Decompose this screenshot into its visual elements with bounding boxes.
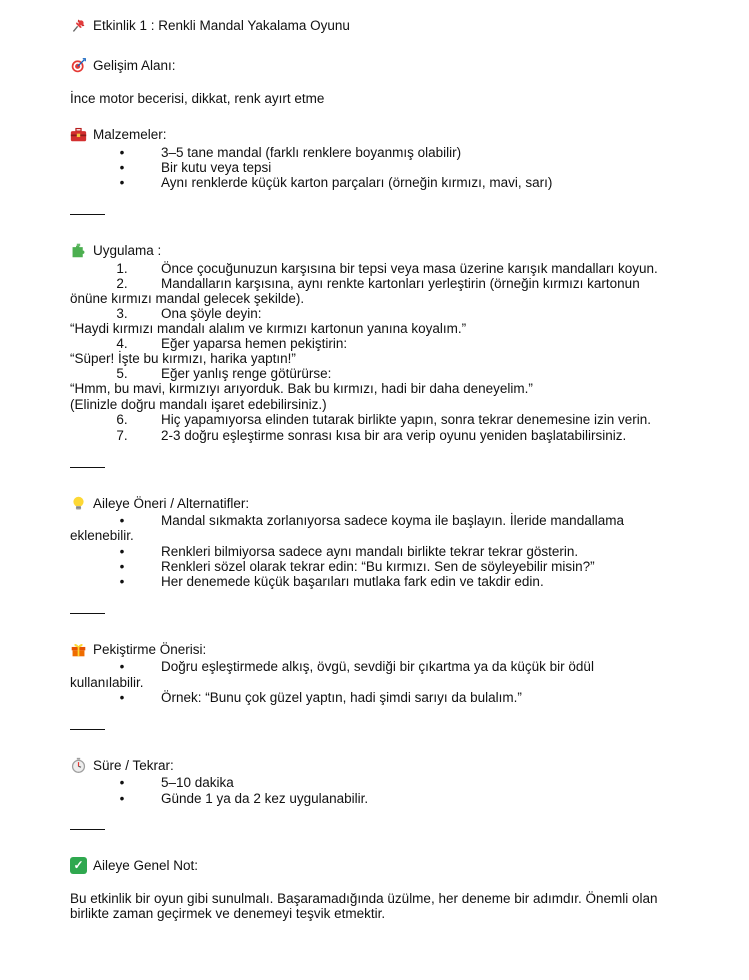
- genel-text: Bu etkinlik bir oyun gibi sunulmalı. Başaramadığında üzülme, her deneme bir adımdır. Önemli olan: [70, 891, 658, 906]
- malzeme-item: Aynı renklerde küçük karton parçaları (örneğin kırmızı, mavi, sarı): [161, 175, 553, 190]
- title-text: Etkinlik 1 : Renkli Mandal Yakalama Oyunu: [93, 18, 350, 33]
- bullet: •: [119, 775, 125, 790]
- step-text: Mandalların karşısına, aynı renkte kartonları yerleştirin (örneğin kırmızı kartonun: [161, 276, 640, 291]
- pekistirme-item-continued: kullanılabilir.: [70, 675, 144, 690]
- check-mark-icon: ✓: [70, 857, 87, 874]
- bullet: •: [119, 175, 125, 190]
- step-number: 7.: [116, 428, 128, 443]
- sure-item: 5–10 dakika: [161, 775, 234, 790]
- step-text: Eğer yaparsa hemen pekiştirin:: [161, 336, 348, 351]
- section-divider: [70, 613, 105, 614]
- genel-text-continued: birlikte zaman geçirmek ve denemeyi teşvik etmektir.: [70, 906, 386, 921]
- sure-item: Günde 1 ya da 2 kez uygulanabilir.: [161, 791, 369, 806]
- bullet: •: [119, 513, 125, 528]
- oneri-item: Renkleri bilmiyorsa sadece aynı mandalı birlikte tekrar tekrar gösterin.: [161, 544, 579, 559]
- gelisim-heading: [70, 57, 176, 74]
- step-text: Hiç yapamıyorsa elinden tutarak birlikte yapın, sonra tekrar denemesine izin verin.: [161, 412, 651, 427]
- malzeme-item: 3–5 tane mandal (farklı renklere boyanmış olabilir): [161, 145, 462, 160]
- puzzle-icon: [70, 242, 87, 259]
- gelisim-heading-text: Gelişim Alanı:: [93, 58, 176, 73]
- sure-heading: [70, 757, 174, 774]
- step-number: 3.: [116, 306, 128, 321]
- oneri-item: Mandal sıkmakta zorlanıyorsa sadece koyma ile başlayın. İleride mandallama: [161, 513, 624, 528]
- bullet: •: [119, 690, 125, 705]
- bullet: •: [119, 574, 125, 589]
- pekistirme-item: Doğru eşleştirmede alkış, övgü, sevdiği bir çıkartma ya da küçük bir ödül: [161, 659, 594, 674]
- step-quote: “Haydi kırmızı mandalı alalım ve kırmızı kartonun yanına koyalım.”: [70, 321, 467, 336]
- section-divider: [70, 467, 105, 468]
- step-number: 2.: [116, 276, 128, 291]
- step-number: 5.: [116, 366, 128, 381]
- pekistirme-heading: [70, 641, 206, 658]
- step-text-continued: önüne kırmızı mandal gelecek şekilde).: [70, 291, 305, 306]
- oneri-item-continued: eklenebilir.: [70, 528, 134, 543]
- activity-title: [70, 17, 350, 34]
- step-number: 1.: [116, 261, 128, 276]
- gift-icon: [70, 641, 87, 658]
- step-text: 2-3 doğru eşleştirme sonrası kısa bir ara verip oyunu yeniden başlatabilirsiniz.: [161, 428, 627, 443]
- bullet: •: [119, 544, 125, 559]
- oneri-item: Renkleri sözel olarak tekrar edin: “Bu kırmızı. Sen de söyleyebilir misin?”: [161, 559, 595, 574]
- bullet: •: [119, 160, 125, 175]
- oneri-heading-text: Aileye Öneri / Alternatifler:: [93, 496, 250, 511]
- uygulama-heading: [70, 242, 161, 259]
- malzemeler-heading: [70, 126, 167, 143]
- gelisim-text: İnce motor becerisi, dikkat, renk ayırt etme: [70, 91, 325, 106]
- genel-heading: [70, 857, 198, 874]
- bullet: •: [119, 659, 125, 674]
- oneri-heading: [70, 495, 249, 512]
- toolbox-icon: [70, 126, 87, 143]
- section-divider: [70, 729, 105, 730]
- lightbulb-icon: [70, 495, 87, 512]
- pekistirme-heading-text: Pekiştirme Önerisi:: [93, 642, 207, 657]
- stopwatch-icon: [70, 757, 87, 774]
- oneri-item: Her denemede küçük başarıları mutlaka fark edin ve takdir edin.: [161, 574, 544, 589]
- step-text: Eğer yanlış renge götürürse:: [161, 366, 332, 381]
- bullet: •: [119, 791, 125, 806]
- pushpin-icon: [70, 17, 87, 34]
- sure-heading-text: Süre / Tekrar:: [93, 758, 174, 773]
- section-divider: [70, 214, 105, 215]
- uygulama-heading-text: Uygulama :: [93, 243, 162, 258]
- step-number: 6.: [116, 412, 128, 427]
- bullet: •: [119, 559, 125, 574]
- genel-heading-text: Aileye Genel Not:: [93, 858, 199, 873]
- step-quote: “Süper! İşte bu kırmızı, harika yaptın!”: [70, 351, 296, 366]
- step-text: Önce çocuğunuzun karşısına bir tepsi veya masa üzerine karışık mandalları koyun.: [161, 261, 658, 276]
- malzemeler-heading-text: Malzemeler:: [93, 127, 167, 142]
- pekistirme-item: Örnek: “Bunu çok güzel yaptın, hadi şimdi sarıyı da bulalım.”: [161, 690, 522, 705]
- step-number: 4.: [116, 336, 128, 351]
- step-text: Ona şöyle deyin:: [161, 306, 262, 321]
- bullet: •: [119, 145, 125, 160]
- step-quote: “Hmm, bu mavi, kırmızıyı arıyorduk. Bak bu kırmızı, hadi bir daha deneyelim.”: [70, 381, 533, 396]
- step-note: (Elinizle doğru mandalı işaret edebilirsiniz.): [70, 397, 327, 412]
- malzeme-item: Bir kutu veya tepsi: [161, 160, 272, 175]
- target-icon: [70, 57, 87, 74]
- section-divider: [70, 829, 105, 830]
